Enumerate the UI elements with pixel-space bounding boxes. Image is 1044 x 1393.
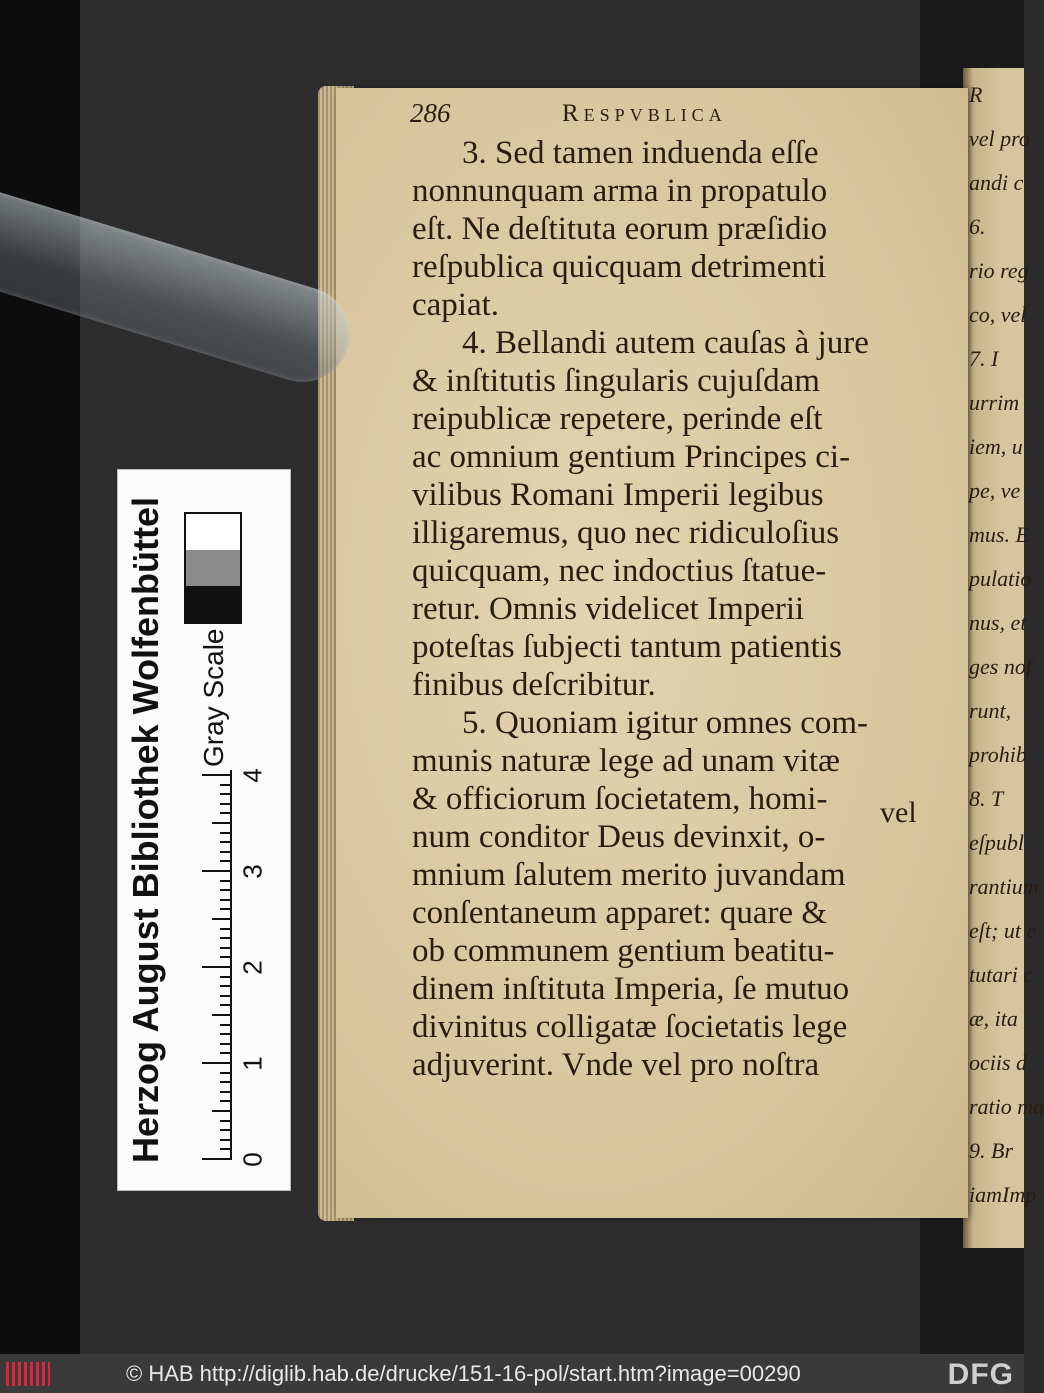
ruler-tick [220,1072,232,1074]
ruler-number: 4 [237,768,268,783]
catchword: vel [880,796,917,829]
ruler-tick [202,870,232,872]
text-line: poteſtas ſubjecti tantum patientis [412,629,842,665]
ruler-tick [202,966,232,968]
next-page-fragment: prohib [969,742,1027,767]
text-line: adjuverint. Vnde vel pro noſtra [412,1047,820,1083]
ruler-tick [220,1129,232,1131]
swatch-gray [186,550,240,586]
ruler-tick [220,1052,232,1054]
next-page-fragment: runt, [969,698,1012,723]
ruler-tick [220,1004,232,1006]
next-page-fragment: iamImp [969,1182,1037,1207]
next-page-fragment: pe, ve [969,478,1021,503]
ruler-tick [220,784,232,786]
ruler-tick [220,860,232,862]
next-page-fragment: R [969,82,983,107]
next-page-fragment: 6. [969,214,986,239]
ruler-number: 2 [237,960,268,975]
ruler-tick [220,889,232,891]
ruler-tick [220,928,232,930]
text-line: reipublicæ repetere, perinde eſt [412,401,823,437]
page-number: 286 [410,98,451,128]
running-head: Respvblica [562,100,727,127]
ruler-tick [220,1120,232,1122]
ruler-tick [220,1024,232,1026]
ruler-tick [220,995,232,997]
ruler-tick [220,937,232,939]
next-page-fragment: ges noſ [969,654,1032,679]
ruler-tick [212,1110,232,1112]
text-line: 4. Bellandi autem cauſas à jure [462,325,869,361]
next-page-edge [963,68,1044,1248]
next-page-fragment: eſpubl [969,830,1024,855]
hab-logo-icon [6,1362,50,1386]
swatch-white [186,514,240,550]
ruler-tick [220,976,232,978]
ruler-tick [220,812,232,814]
next-page-fragment: æ, ita [969,1006,1018,1031]
ruler-number: 0 [237,1152,268,1167]
text-line: & inſtitutis ſingularis cujuſdam [412,363,820,399]
gray-swatches [184,512,242,624]
ruler-tick [220,803,232,805]
ruler-tick [212,918,232,920]
text-line: eſt. Ne deſtituta eorum præſidio [412,211,828,247]
next-page-fragment: rantium [969,874,1039,899]
next-page-fragment: 8. T [969,786,1004,811]
text-line: 5. Quoniam igitur omnes com- [462,705,869,741]
text-line: retur. Omnis videlicet Imperii [412,591,805,627]
ruler-tick [202,774,232,776]
next-page-fragment: rio reg [969,258,1029,283]
next-page-fragment: mus. E [969,522,1029,547]
text-line: nonnunquam arma in propatulo [412,173,828,209]
text-line: 3. Sed tamen induenda eſſe [462,135,819,171]
text-line: ob communem gentium beatitu- [412,933,835,969]
next-page-fragment: eſt; ut e [969,918,1037,943]
text-line: capiat. [412,287,500,323]
next-page-fragment: ociis d [969,1050,1028,1075]
next-page-fragment: iem, u [969,434,1023,459]
ruler-tick [220,947,232,949]
text-line: reſpublica quicquam detrimenti [412,249,827,285]
ruler-tick [220,1081,232,1083]
text-line: ac omnium gentium Principes ci- [412,439,851,475]
ruler-tick [220,1100,232,1102]
next-page-fragment: co, vel [969,302,1027,327]
ruler-tick [220,1091,232,1093]
text-line: finibus deſcribitur. [412,667,656,703]
ruler-tick [220,1043,232,1045]
ruler-tick [220,985,232,987]
next-page-fragment: urrim [969,390,1020,415]
next-page-fragment: 7. I [969,346,999,371]
ruler-tick [220,880,232,882]
dfg-logo: DFG [947,1358,1014,1391]
gray-scale-ruler [118,470,290,1190]
ruler-tick [220,899,232,901]
next-page-fragment: vel pro [969,126,1030,151]
ruler-tick [212,822,232,824]
text-line: illigaremus, quo nec ridiculoſius [412,515,840,551]
text-line: dinem inſtituta Imperia, ſe mutuo [412,971,850,1007]
ruler-tick [220,1033,232,1035]
ruler-tick [220,841,232,843]
ruler-tick [220,908,232,910]
text-line: quicquam, nec indoctius ſtatue- [412,553,827,589]
text-line: num conditor Deus devinxit, o- [412,819,826,855]
next-page-fragment: ratio ma [969,1094,1044,1119]
gray-scale-label: Gray Scale [198,628,229,768]
ruler-tick [220,851,232,853]
next-page-fragment: pulatio [969,566,1032,591]
footer-bar [0,1354,1024,1393]
ruler-number: 1 [237,1056,268,1071]
next-page-fragment: 9. Br [969,1138,1013,1163]
next-page-fragment: nus, et [969,610,1027,635]
ruler-tick [202,1062,232,1064]
ruler-tick [220,1148,232,1150]
text-line: divinitus colligatæ ſocietatis lege [412,1009,848,1045]
swatch-black [186,586,240,622]
next-page-fragment: andi c [969,170,1024,195]
ruler-tick [212,1014,232,1016]
scale-title: Herzog August Bibliothek Wolfenbüttel [125,497,166,1163]
ruler-tick [202,1158,232,1160]
ruler-tick [220,793,232,795]
text-line: & officiorum ſocietatem, homi- [412,781,828,817]
ruler-tick [220,1139,232,1141]
next-page-fragment: tutari c [969,962,1034,987]
ruler-tick [220,956,232,958]
ruler-number: 3 [237,864,268,879]
text-line: vilibus Romani Imperii legibus [412,477,824,513]
text-line: mnium ſalutem merito juvandam [412,857,846,893]
text-line: conſentaneum apparet: quare & [412,895,828,931]
text-line: munis naturæ lege ad unam vitæ [412,743,841,779]
ruler-tick [220,832,232,834]
copyright-link[interactable]: © HAB http://diglib.hab.de/drucke/151-16-pol/start.htm?image=00290 [126,1360,801,1386]
